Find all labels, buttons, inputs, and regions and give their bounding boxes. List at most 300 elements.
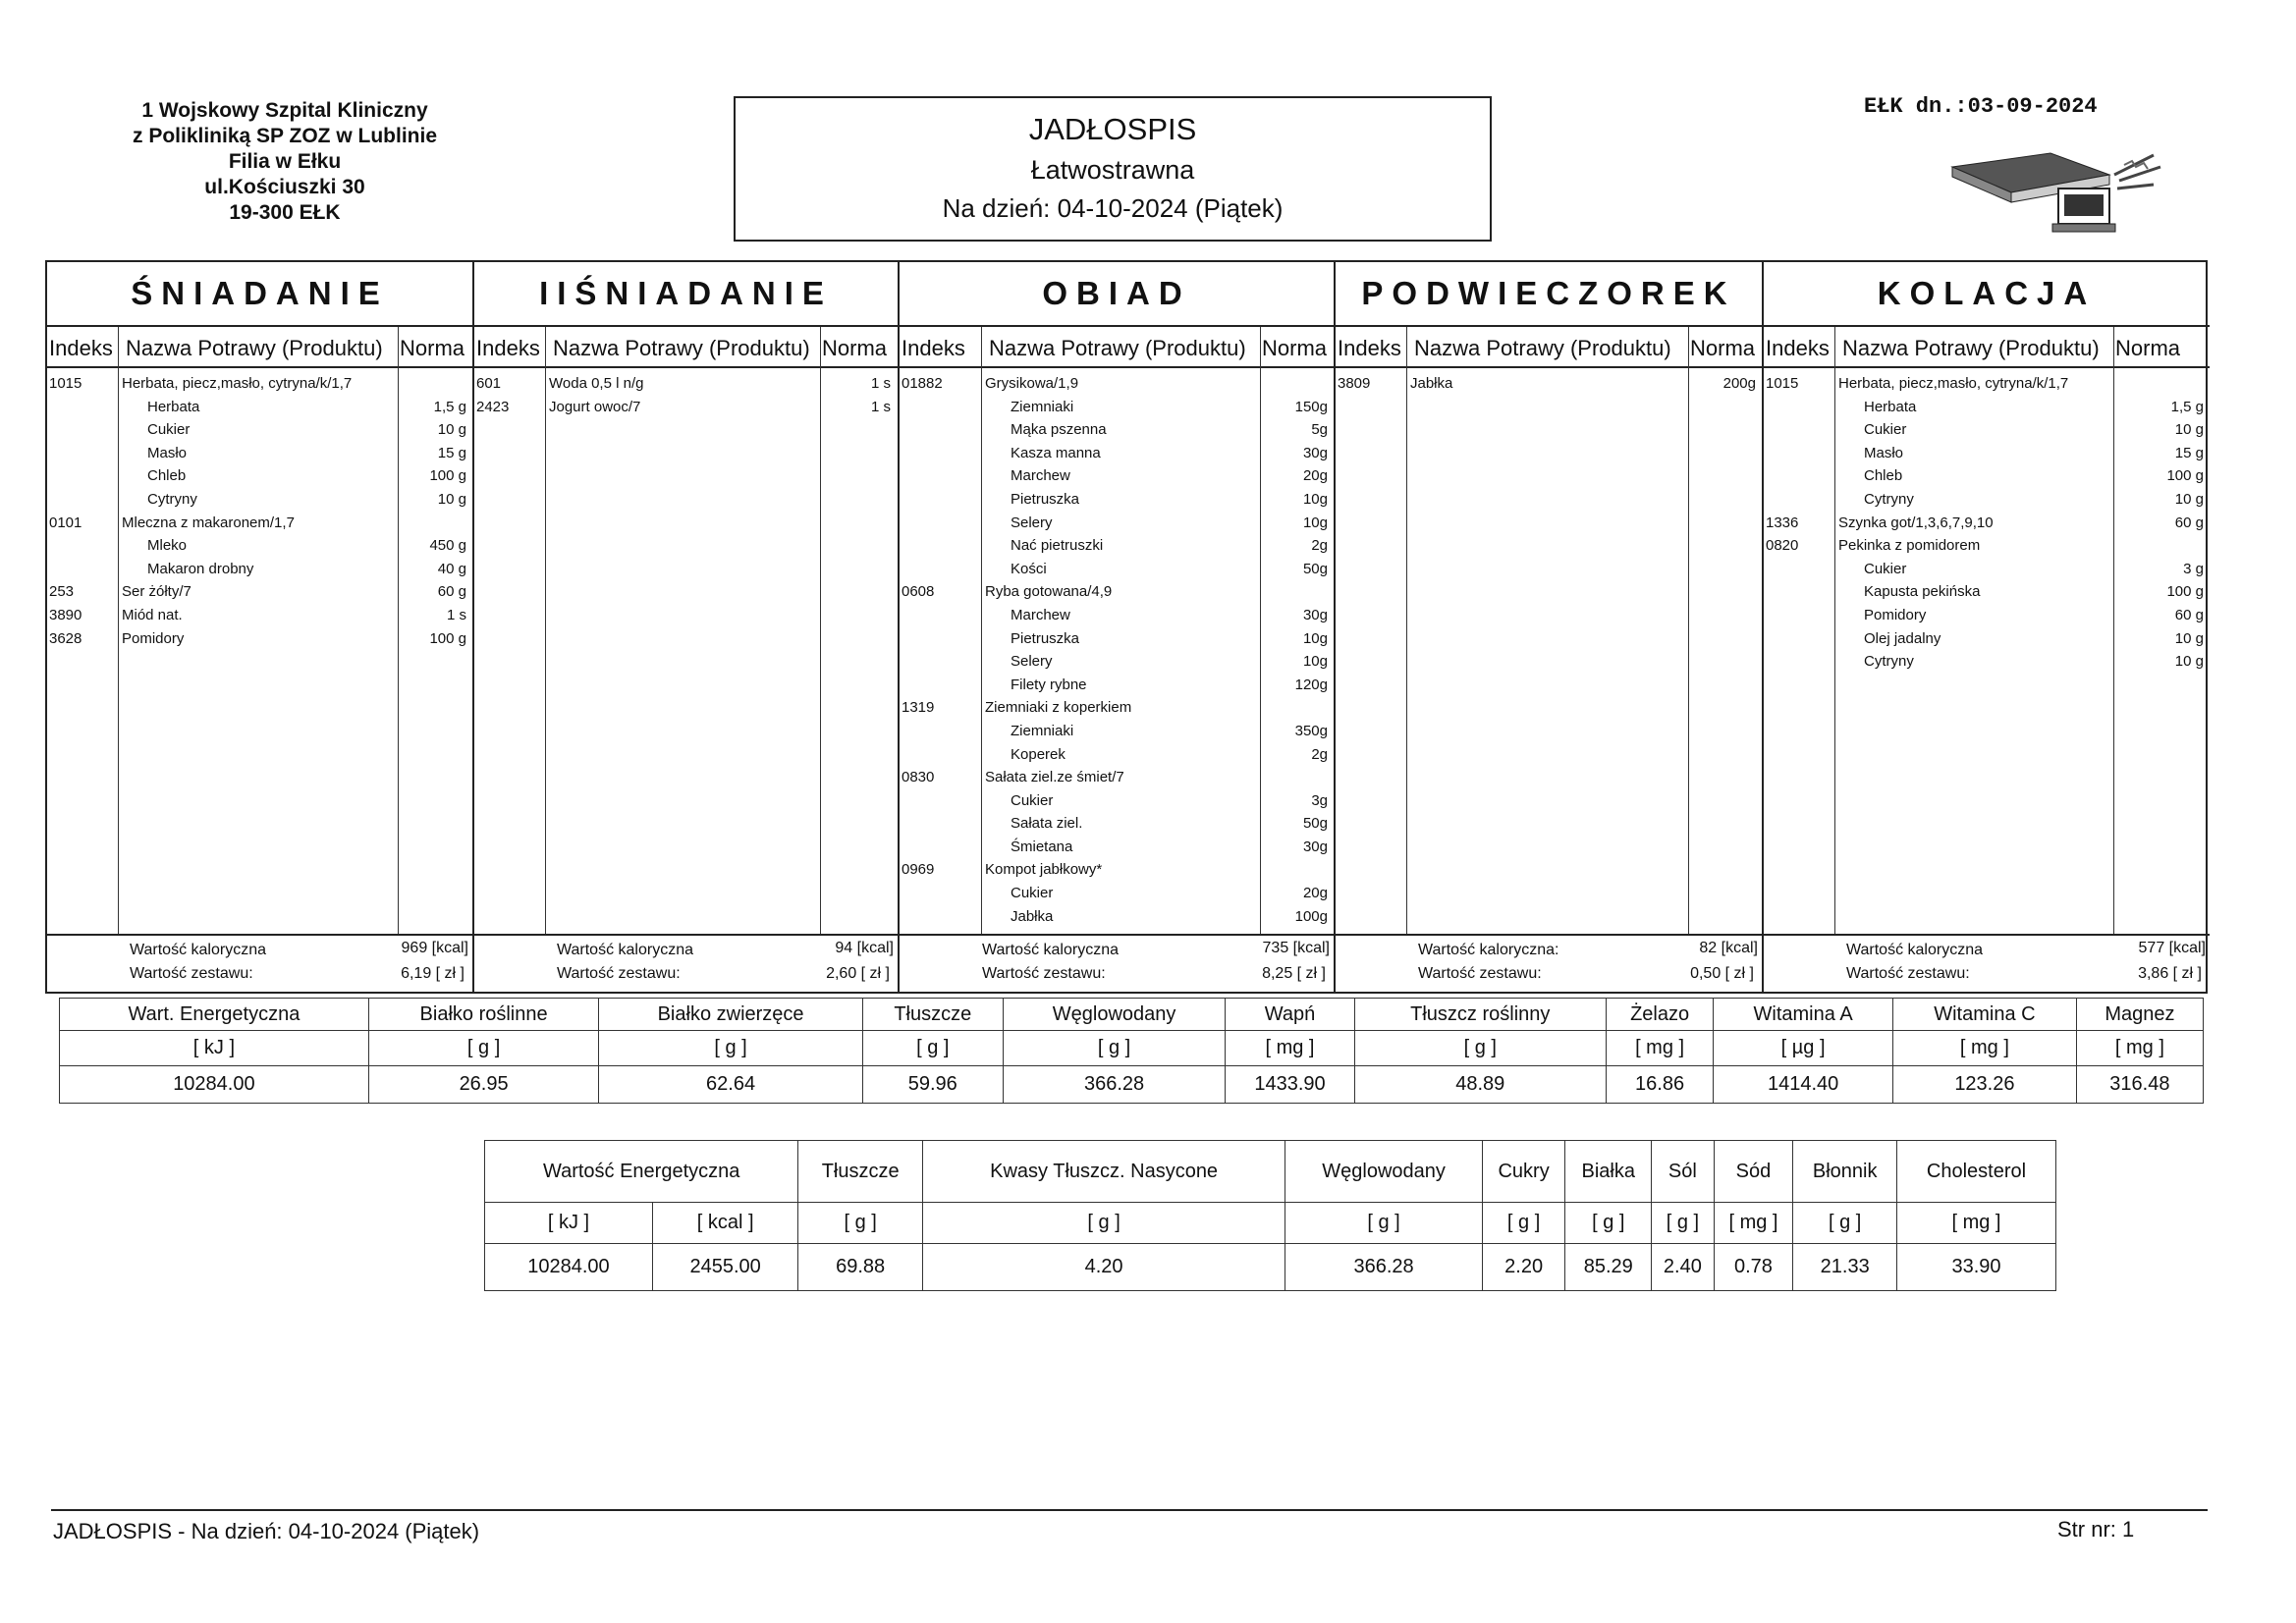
item-name: Cytryny [147, 490, 197, 508]
nutrient-unit: [ mg ] [2076, 1031, 2203, 1066]
item-name: Masło [1864, 444, 1904, 461]
meal-item-row [47, 488, 472, 512]
footer-divider [51, 1509, 2208, 1511]
item-name: Olej jadalny [1864, 629, 1941, 647]
hospital-line: 1 Wojskowy Szpital Kliniczny [141, 99, 428, 122]
item-norm: 60 g [437, 583, 466, 601]
meal-item-row [900, 488, 1334, 512]
header-index: Indeks [902, 336, 965, 360]
item-name: Ryba gotowana/4,9 [985, 583, 1113, 601]
meal-item-row [47, 580, 472, 604]
item-name: Selery [1011, 653, 1053, 671]
nutrient-header: Węglowodany [1285, 1141, 1483, 1203]
nutrient-unit: [ mg ] [1606, 1031, 1713, 1066]
hospital-line: z Polikliniką SP ZOZ w Lublinie [133, 125, 437, 147]
item-name: Grysikowa/1,9 [985, 375, 1079, 392]
cost-label: Wartość zestawu: [1418, 965, 1542, 982]
item-norm: 10g [1302, 490, 1328, 508]
nutrient-unit: [ g ] [922, 1203, 1285, 1244]
kcal-label: Wartość kaloryczna [557, 942, 693, 958]
header-index: Indeks [476, 336, 540, 360]
cost-label: Wartość zestawu: [130, 965, 253, 982]
meal-item-row [47, 464, 472, 488]
item-norm: 1 s [446, 606, 466, 623]
item-norm: 60 g [2174, 606, 2204, 623]
nutrient-unit: [ mg ] [1896, 1203, 2055, 1244]
nutrient-unit: [ g ] [599, 1031, 862, 1066]
meal-item-row [900, 372, 1334, 396]
meal-item-row [900, 650, 1334, 674]
item-norm: 20g [1302, 885, 1328, 902]
item-norm: 100 g [429, 629, 466, 647]
kcal-value: 82 [kcal] [1699, 940, 1758, 956]
nutrient-value: 0.78 [1714, 1244, 1793, 1291]
meals-grid [45, 260, 2208, 994]
column-headers [47, 327, 472, 368]
header-norm: Norma [822, 336, 888, 360]
nutrient-value: 2.40 [1652, 1244, 1714, 1291]
cost-label: Wartość zestawu: [557, 965, 681, 982]
meal-item-row [900, 396, 1334, 419]
nutrient-value: 85.29 [1565, 1244, 1652, 1291]
item-name: Ser żółty/7 [122, 583, 191, 601]
item-index: 1015 [1766, 375, 1799, 392]
item-name: Cytryny [1864, 653, 1914, 671]
meal-item-row [900, 836, 1334, 859]
item-name: Sałata ziel.ze śmiet/7 [985, 769, 1124, 786]
item-name: Filety rybne [1011, 676, 1087, 693]
kcal-label: Wartość kaloryczna [982, 942, 1119, 958]
item-name: Woda 0,5 l n/g [549, 375, 644, 392]
item-name: Cukier [1011, 791, 1054, 809]
column-divider [1688, 327, 1689, 934]
nutrient-header: Kwasy Tłuszcz. Nasycone [922, 1141, 1285, 1203]
meal-items [900, 372, 1334, 928]
nutrient-header: Białko zwierzęce [599, 999, 862, 1031]
nutrient-header: Magnez [2076, 999, 2203, 1031]
item-name: Pomidory [1864, 606, 1927, 623]
meal-item-row [900, 674, 1334, 697]
meal-item-row [47, 512, 472, 535]
item-name: Jabłka [1011, 907, 1054, 925]
item-name: Pietruszka [1011, 629, 1080, 647]
page-number: Str nr: 1 [2057, 1517, 2135, 1542]
column-headers [1764, 327, 2210, 368]
nutrient-unit: [ g ] [1793, 1203, 1897, 1244]
item-index: 0969 [902, 861, 935, 879]
item-index: 3890 [49, 606, 82, 623]
meal-summary [1336, 934, 1762, 992]
item-name: Sałata ziel. [1011, 815, 1083, 833]
nutrient-unit: [ g ] [1354, 1031, 1606, 1066]
meal-items [1764, 372, 2210, 674]
item-index: 0820 [1766, 537, 1799, 555]
item-index: 1336 [1766, 514, 1799, 531]
item-index: 01882 [902, 375, 943, 392]
item-norm: 10 g [2174, 629, 2204, 647]
item-name: Cukier [1864, 421, 1907, 439]
menu-title: JADŁOSPIS [1028, 112, 1197, 146]
meal-item-row [1336, 372, 1762, 396]
item-norm: 3g [1311, 791, 1328, 809]
menu-date: Na dzień: 04-10-2024 (Piątek) [942, 193, 1284, 223]
item-norm: 10g [1302, 653, 1328, 671]
nutrient-value: 123.26 [1893, 1066, 2077, 1104]
meal-column [1764, 262, 2210, 992]
item-name: Szynka got/1,3,6,7,9,10 [1838, 514, 1994, 531]
cost-value: 2,60 [ zł ] [826, 965, 890, 982]
item-norm: 50g [1302, 815, 1328, 833]
item-norm: 120g [1294, 676, 1328, 693]
meal-item-row [900, 696, 1334, 720]
nutrient-header: Błonnik [1793, 1141, 1897, 1203]
item-norm: 10g [1302, 514, 1328, 531]
item-norm: 60 g [2174, 514, 2204, 531]
cost-value: 8,25 [ zł ] [1262, 965, 1326, 982]
meal-item-row [47, 558, 472, 581]
column-headers [474, 327, 898, 368]
nutrient-header: Węglowodany [1003, 999, 1226, 1031]
nutrient-unit: [ g ] [1285, 1203, 1483, 1244]
item-norm: 10 g [2174, 490, 2204, 508]
nutrient-header: Witamina A [1714, 999, 1893, 1031]
energy-header: Wartość Energetyczna [485, 1141, 798, 1203]
meal-item-row [900, 627, 1334, 651]
item-norm: 3 g [2183, 560, 2204, 577]
nutrient-header: Sól [1652, 1141, 1714, 1203]
item-name: Mąka pszenna [1011, 421, 1107, 439]
meal-item-row [900, 858, 1334, 882]
nutrient-value: 62.64 [599, 1066, 862, 1104]
meal-item-row [47, 396, 472, 419]
meal-item-row [900, 512, 1334, 535]
meal-item-row [900, 442, 1334, 465]
nutrient-header: Sód [1714, 1141, 1793, 1203]
item-name: Kości [1011, 560, 1047, 577]
item-name: Ziemniaki [1011, 722, 1074, 739]
item-name: Chleb [1864, 467, 1903, 485]
cost-value: 6,19 [ zł ] [401, 965, 465, 982]
nutrient-value: 33.90 [1896, 1244, 2055, 1291]
nutrient-unit: [ g ] [1482, 1203, 1564, 1244]
header-name: Nazwa Potrawy (Produktu) [989, 336, 1246, 360]
nutrient-unit: [ mg ] [1893, 1031, 2077, 1066]
item-norm: 1 s [870, 375, 891, 392]
nutrient-value: 10284.00 [485, 1244, 653, 1291]
kcal-value: 94 [kcal] [835, 940, 894, 956]
item-name: Marchew [1011, 467, 1070, 485]
meal-summary [1764, 934, 2210, 992]
meal-item-row [1764, 396, 2210, 419]
meal-column [1336, 262, 1764, 992]
nutrient-header: Białko roślinne [368, 999, 599, 1031]
column-headers [900, 327, 1334, 368]
diet-name: Łatwostrawna [1030, 155, 1195, 185]
meal-summary [47, 934, 472, 992]
meal-item-row [1764, 372, 2210, 396]
item-norm: 10 g [2174, 653, 2204, 671]
nutrient-header: Cukry [1482, 1141, 1564, 1203]
item-name: Cytryny [1864, 490, 1914, 508]
kcal-value: 577 [kcal] [2138, 940, 2206, 956]
item-name: Miód nat. [122, 606, 183, 623]
meal-item-row [47, 627, 472, 651]
item-name: Selery [1011, 514, 1053, 531]
kcal-label: Wartość kaloryczna [1846, 942, 1983, 958]
nutrient-value: 69.88 [798, 1244, 923, 1291]
header-norm: Norma [400, 336, 465, 360]
meal-column [900, 262, 1336, 992]
item-name: Mleko [147, 537, 188, 555]
menu-title-box [734, 96, 1492, 242]
nutrient-unit: [ mg ] [1226, 1031, 1354, 1066]
item-name: Koperek [1011, 745, 1066, 763]
item-norm: 100 g [2166, 467, 2204, 485]
header-index: Indeks [1338, 336, 1401, 360]
item-index: 0101 [49, 514, 82, 531]
nutrient-unit: [ g ] [368, 1031, 599, 1066]
item-index: 1319 [902, 699, 935, 717]
item-norm: 10 g [2174, 421, 2204, 439]
meal-item-row [900, 743, 1334, 767]
item-name: Ziemniaki [1011, 398, 1074, 415]
item-index: 0608 [902, 583, 935, 601]
kcal-value: 969 [kcal] [401, 940, 468, 956]
item-name: Chleb [147, 467, 187, 485]
column-headers [1336, 327, 1762, 368]
meal-item-row [900, 580, 1334, 604]
item-norm: 200g [1722, 375, 1756, 392]
item-norm: 2g [1311, 537, 1328, 555]
meal-item-row [900, 464, 1334, 488]
item-name: Jogurt owoc/7 [549, 398, 641, 415]
nutrient-header: Białka [1565, 1141, 1652, 1203]
meal-item-row [1764, 418, 2210, 442]
nutrient-unit: [ g ] [862, 1031, 1003, 1066]
item-norm: 10g [1302, 629, 1328, 647]
nutrient-header: Wart. Energetyczna [60, 999, 369, 1031]
item-index: 3809 [1338, 375, 1371, 392]
meal-summary [474, 934, 898, 992]
nutrient-unit: [ kJ ] [60, 1031, 369, 1066]
item-name: Pietruszka [1011, 490, 1080, 508]
cost-value: 3,86 [ zł ] [2138, 965, 2202, 982]
kcal-value: 735 [kcal] [1262, 940, 1330, 956]
meal-item-row [900, 789, 1334, 813]
item-index: 253 [49, 583, 75, 601]
item-name: Cukier [147, 421, 191, 439]
meal-item-row [900, 418, 1334, 442]
nutrient-value: 4.20 [922, 1244, 1285, 1291]
nutrient-value: 366.28 [1003, 1066, 1226, 1104]
hospital-line: ul.Kościuszki 30 [204, 176, 365, 198]
meal-title: PODWIECZOREK [1336, 262, 1762, 327]
column-divider [1406, 327, 1407, 934]
nutrient-value: 366.28 [1285, 1244, 1483, 1291]
nutrient-value: 1433.90 [1226, 1066, 1354, 1104]
meal-item-row [900, 812, 1334, 836]
item-norm: 150g [1294, 398, 1328, 415]
header-name: Nazwa Potrawy (Produktu) [1842, 336, 2100, 360]
item-name: Cukier [1864, 560, 1907, 577]
item-norm: 100g [1294, 907, 1328, 925]
meal-item-row [900, 882, 1334, 905]
meal-items [1336, 372, 1762, 396]
item-norm: 30g [1302, 444, 1328, 461]
item-name: Jabłka [1410, 375, 1453, 392]
meal-item-row [1764, 442, 2210, 465]
nutrient-unit: [ kcal ] [652, 1203, 797, 1244]
nutrient-unit: [ g ] [1003, 1031, 1226, 1066]
meal-item-row [1764, 604, 2210, 627]
meal-item-row [474, 396, 898, 419]
meal-item-row [47, 534, 472, 558]
item-norm: 40 g [437, 560, 466, 577]
header-norm: Norma [2115, 336, 2181, 360]
item-index: 601 [476, 375, 502, 392]
nutrient-value: 10284.00 [60, 1066, 369, 1104]
nutrient-header: Tłuszcze [862, 999, 1003, 1031]
item-name: Ziemniaki z koperkiem [985, 699, 1132, 717]
item-name: Nać pietruszki [1011, 537, 1104, 555]
nutrient-header: Tłuszcz roślinny [1354, 999, 1606, 1031]
item-norm: 10 g [437, 421, 466, 439]
nutrient-unit: [ kJ ] [485, 1203, 653, 1244]
item-name: Kapusta pekińska [1864, 583, 1981, 601]
item-name: Herbata [1864, 398, 1917, 415]
item-name: Kasza manna [1011, 444, 1101, 461]
item-norm: 15 g [2174, 444, 2204, 461]
meal-item-row [900, 558, 1334, 581]
item-norm: 1,5 g [433, 398, 466, 415]
item-name: Cukier [1011, 885, 1054, 902]
item-index: 2423 [476, 398, 510, 415]
meal-item-row [47, 418, 472, 442]
nutrient-unit: [ µg ] [1714, 1031, 1893, 1066]
nutrient-value: 26.95 [368, 1066, 599, 1104]
header-norm: Norma [1690, 336, 1756, 360]
meal-summary [900, 934, 1334, 992]
item-norm: 5g [1311, 421, 1328, 439]
nutrient-unit: [ mg ] [1714, 1203, 1793, 1244]
meal-item-row [900, 905, 1334, 929]
meal-title: OBIAD [900, 262, 1334, 327]
meal-column [474, 262, 900, 992]
meal-item-row [1764, 650, 2210, 674]
meal-item-row [900, 534, 1334, 558]
header-norm: Norma [1262, 336, 1328, 360]
hospital-line: Filia w Ełku [228, 150, 342, 173]
book-computer-logo-icon [1942, 145, 2168, 236]
nutrient-value: 21.33 [1793, 1244, 1897, 1291]
item-norm: 15 g [437, 444, 466, 461]
meal-item-row [1764, 534, 2210, 558]
meal-title: KOLACJA [1764, 262, 2210, 327]
item-norm: 1 s [870, 398, 891, 415]
item-norm: 100 g [2166, 583, 2204, 601]
cost-label: Wartość zestawu: [1846, 965, 1970, 982]
nutrient-header: Cholesterol [1896, 1141, 2055, 1203]
item-name: Kompot jabłkowy* [985, 861, 1103, 879]
meal-item-row [1764, 464, 2210, 488]
item-norm: 30g [1302, 606, 1328, 623]
nutrition-table-primary [59, 998, 2204, 1104]
meal-item-row [900, 766, 1334, 789]
kcal-label: Wartość kaloryczna: [1418, 942, 1559, 958]
meal-item-row [1764, 558, 2210, 581]
nutrient-value: 48.89 [1354, 1066, 1606, 1104]
meal-item-row [900, 720, 1334, 743]
nutrient-value: 59.96 [862, 1066, 1003, 1104]
nutrient-unit: [ g ] [1565, 1203, 1652, 1244]
meal-item-row [1764, 627, 2210, 651]
meal-title: ŚNIADANIE [47, 262, 472, 327]
item-norm: 50g [1302, 560, 1328, 577]
nutrient-unit: [ g ] [1652, 1203, 1714, 1244]
item-name: Herbata, piecz,masło, cytryna/k/1,7 [122, 375, 353, 392]
nutrient-value: 316.48 [2076, 1066, 2203, 1104]
item-norm: 2g [1311, 745, 1328, 763]
nutrient-header: Wapń [1226, 999, 1354, 1031]
meal-item-row [47, 442, 472, 465]
item-name: Makaron drobny [147, 560, 254, 577]
item-name: Śmietana [1011, 838, 1073, 855]
item-name: Mleczna z makaronem/1,7 [122, 514, 295, 531]
item-name: Herbata [147, 398, 200, 415]
nutrient-value: 1414.40 [1714, 1066, 1893, 1104]
item-norm: 10 g [437, 490, 466, 508]
meal-item-row [1764, 512, 2210, 535]
meal-item-row [47, 372, 472, 396]
hospital-address [98, 98, 471, 226]
header-index: Indeks [49, 336, 113, 360]
nutrient-value: 16.86 [1606, 1066, 1713, 1104]
item-index: 1015 [49, 375, 82, 392]
item-norm: 20g [1302, 467, 1328, 485]
cost-label: Wartość zestawu: [982, 965, 1106, 982]
item-name: Marchew [1011, 606, 1070, 623]
meal-column [47, 262, 474, 992]
nutrient-header: Witamina C [1893, 999, 2077, 1031]
cost-value: 0,50 [ zł ] [1690, 965, 1754, 982]
meal-item-row [900, 604, 1334, 627]
meal-item-row [1764, 580, 2210, 604]
meal-item-row [47, 604, 472, 627]
print-date: EŁK dn.:03-09-2024 [1864, 94, 2098, 119]
item-norm: 100 g [429, 467, 466, 485]
item-name: Pomidory [122, 629, 185, 647]
item-norm: 1,5 g [2170, 398, 2204, 415]
item-name: Masło [147, 444, 188, 461]
header-name: Nazwa Potrawy (Produktu) [126, 336, 383, 360]
nutrition-table-label [484, 1140, 2056, 1291]
nutrient-value: 2455.00 [652, 1244, 797, 1291]
meal-title: IIŚNIADANIE [474, 262, 898, 327]
nutrient-value: 2.20 [1482, 1244, 1564, 1291]
kcal-label: Wartość kaloryczna [130, 942, 266, 958]
nutrient-unit: [ g ] [798, 1203, 923, 1244]
item-norm: 30g [1302, 838, 1328, 855]
meal-item-row [474, 372, 898, 396]
header-name: Nazwa Potrawy (Produktu) [1414, 336, 1671, 360]
header-index: Indeks [1766, 336, 1830, 360]
header-name: Nazwa Potrawy (Produktu) [553, 336, 810, 360]
item-index: 0830 [902, 769, 935, 786]
item-norm: 450 g [429, 537, 466, 555]
item-index: 3628 [49, 629, 82, 647]
item-name: Pekinka z pomidorem [1838, 537, 1981, 555]
meal-items [474, 372, 898, 418]
